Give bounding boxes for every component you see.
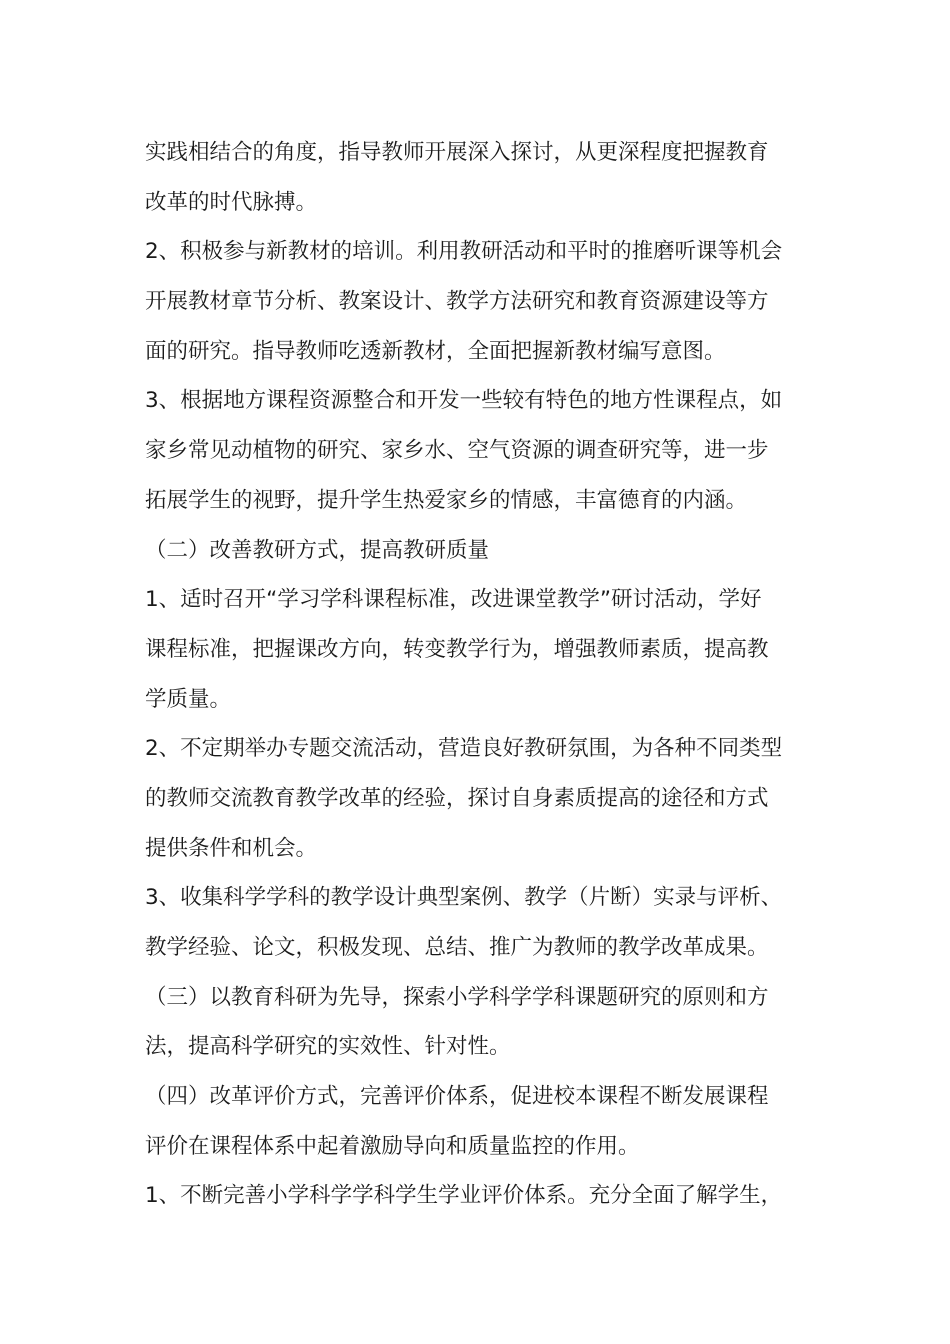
- text-line: 改革的时代脉搏。: [145, 189, 318, 215]
- text-line: 评价在课程体系中起着激励导向和质量监控的作用。: [145, 1133, 640, 1159]
- text-line: 学质量。: [145, 686, 232, 712]
- text-line: 课程标准，把握课改方向，转变教学行为，增强教师素质，提高教: [145, 636, 769, 662]
- text-line: 开展教材章节分析、教案设计、教学方法研究和教育资源建设等方: [145, 289, 769, 315]
- section-heading: （三）以教育科研为先导，探索小学科学学科课题研究的原则和方: [145, 984, 769, 1010]
- text-line: 实践相结合的角度，指导教师开展深入探讨，从更深程度把握教育: [145, 140, 769, 165]
- text-line: 2、积极参与新教材的培训。利用教研活动和平时的推磨听课等机会: [145, 239, 783, 265]
- text-line: 1、适时召开“学习学科课程标准，改进课堂教学”研讨活动，学好: [145, 587, 762, 613]
- text-line: 的教师交流教育教学改革的经验，探讨自身素质提高的途径和方式: [145, 785, 769, 811]
- text-line: 面的研究。指导教师吃透新教材，全面把握新教材编写意图。: [145, 338, 726, 364]
- section-heading: （二）改善教研方式，提高教研质量: [145, 537, 490, 563]
- text-line: 法，提高科学研究的实效性、针对性。: [145, 1034, 511, 1060]
- text-line: 2、不定期举办专题交流活动，营造良好教研氛围，为各种不同类型: [145, 736, 783, 762]
- section-heading: （四）改革评价方式，完善评价体系，促进校本课程不断发展课程: [145, 1084, 769, 1110]
- text-line: 1、不断完善小学科学学科学生学业评价体系。充分全面了解学生，: [145, 1183, 783, 1209]
- text-line: 家乡常见动植物的研究、家乡水、空气资源的调查研究等，进一步: [145, 438, 769, 464]
- text-line: 3、收集科学学科的教学设计典型案例、教学（片断）实录与评析、: [145, 885, 783, 911]
- text-line: 提供条件和机会。: [145, 835, 318, 861]
- document-body: [145, 128, 835, 1221]
- text-line: 3、根据地方课程资源整合和开发一些较有特色的地方性课程点，如: [145, 388, 783, 414]
- text-line: 教学经验、论文，积极发现、总结、推广为教师的教学改革成果。: [145, 935, 769, 960]
- text-line: 拓展学生的视野，提升学生热爱家乡的情感，丰富德育的内涵。: [145, 487, 748, 513]
